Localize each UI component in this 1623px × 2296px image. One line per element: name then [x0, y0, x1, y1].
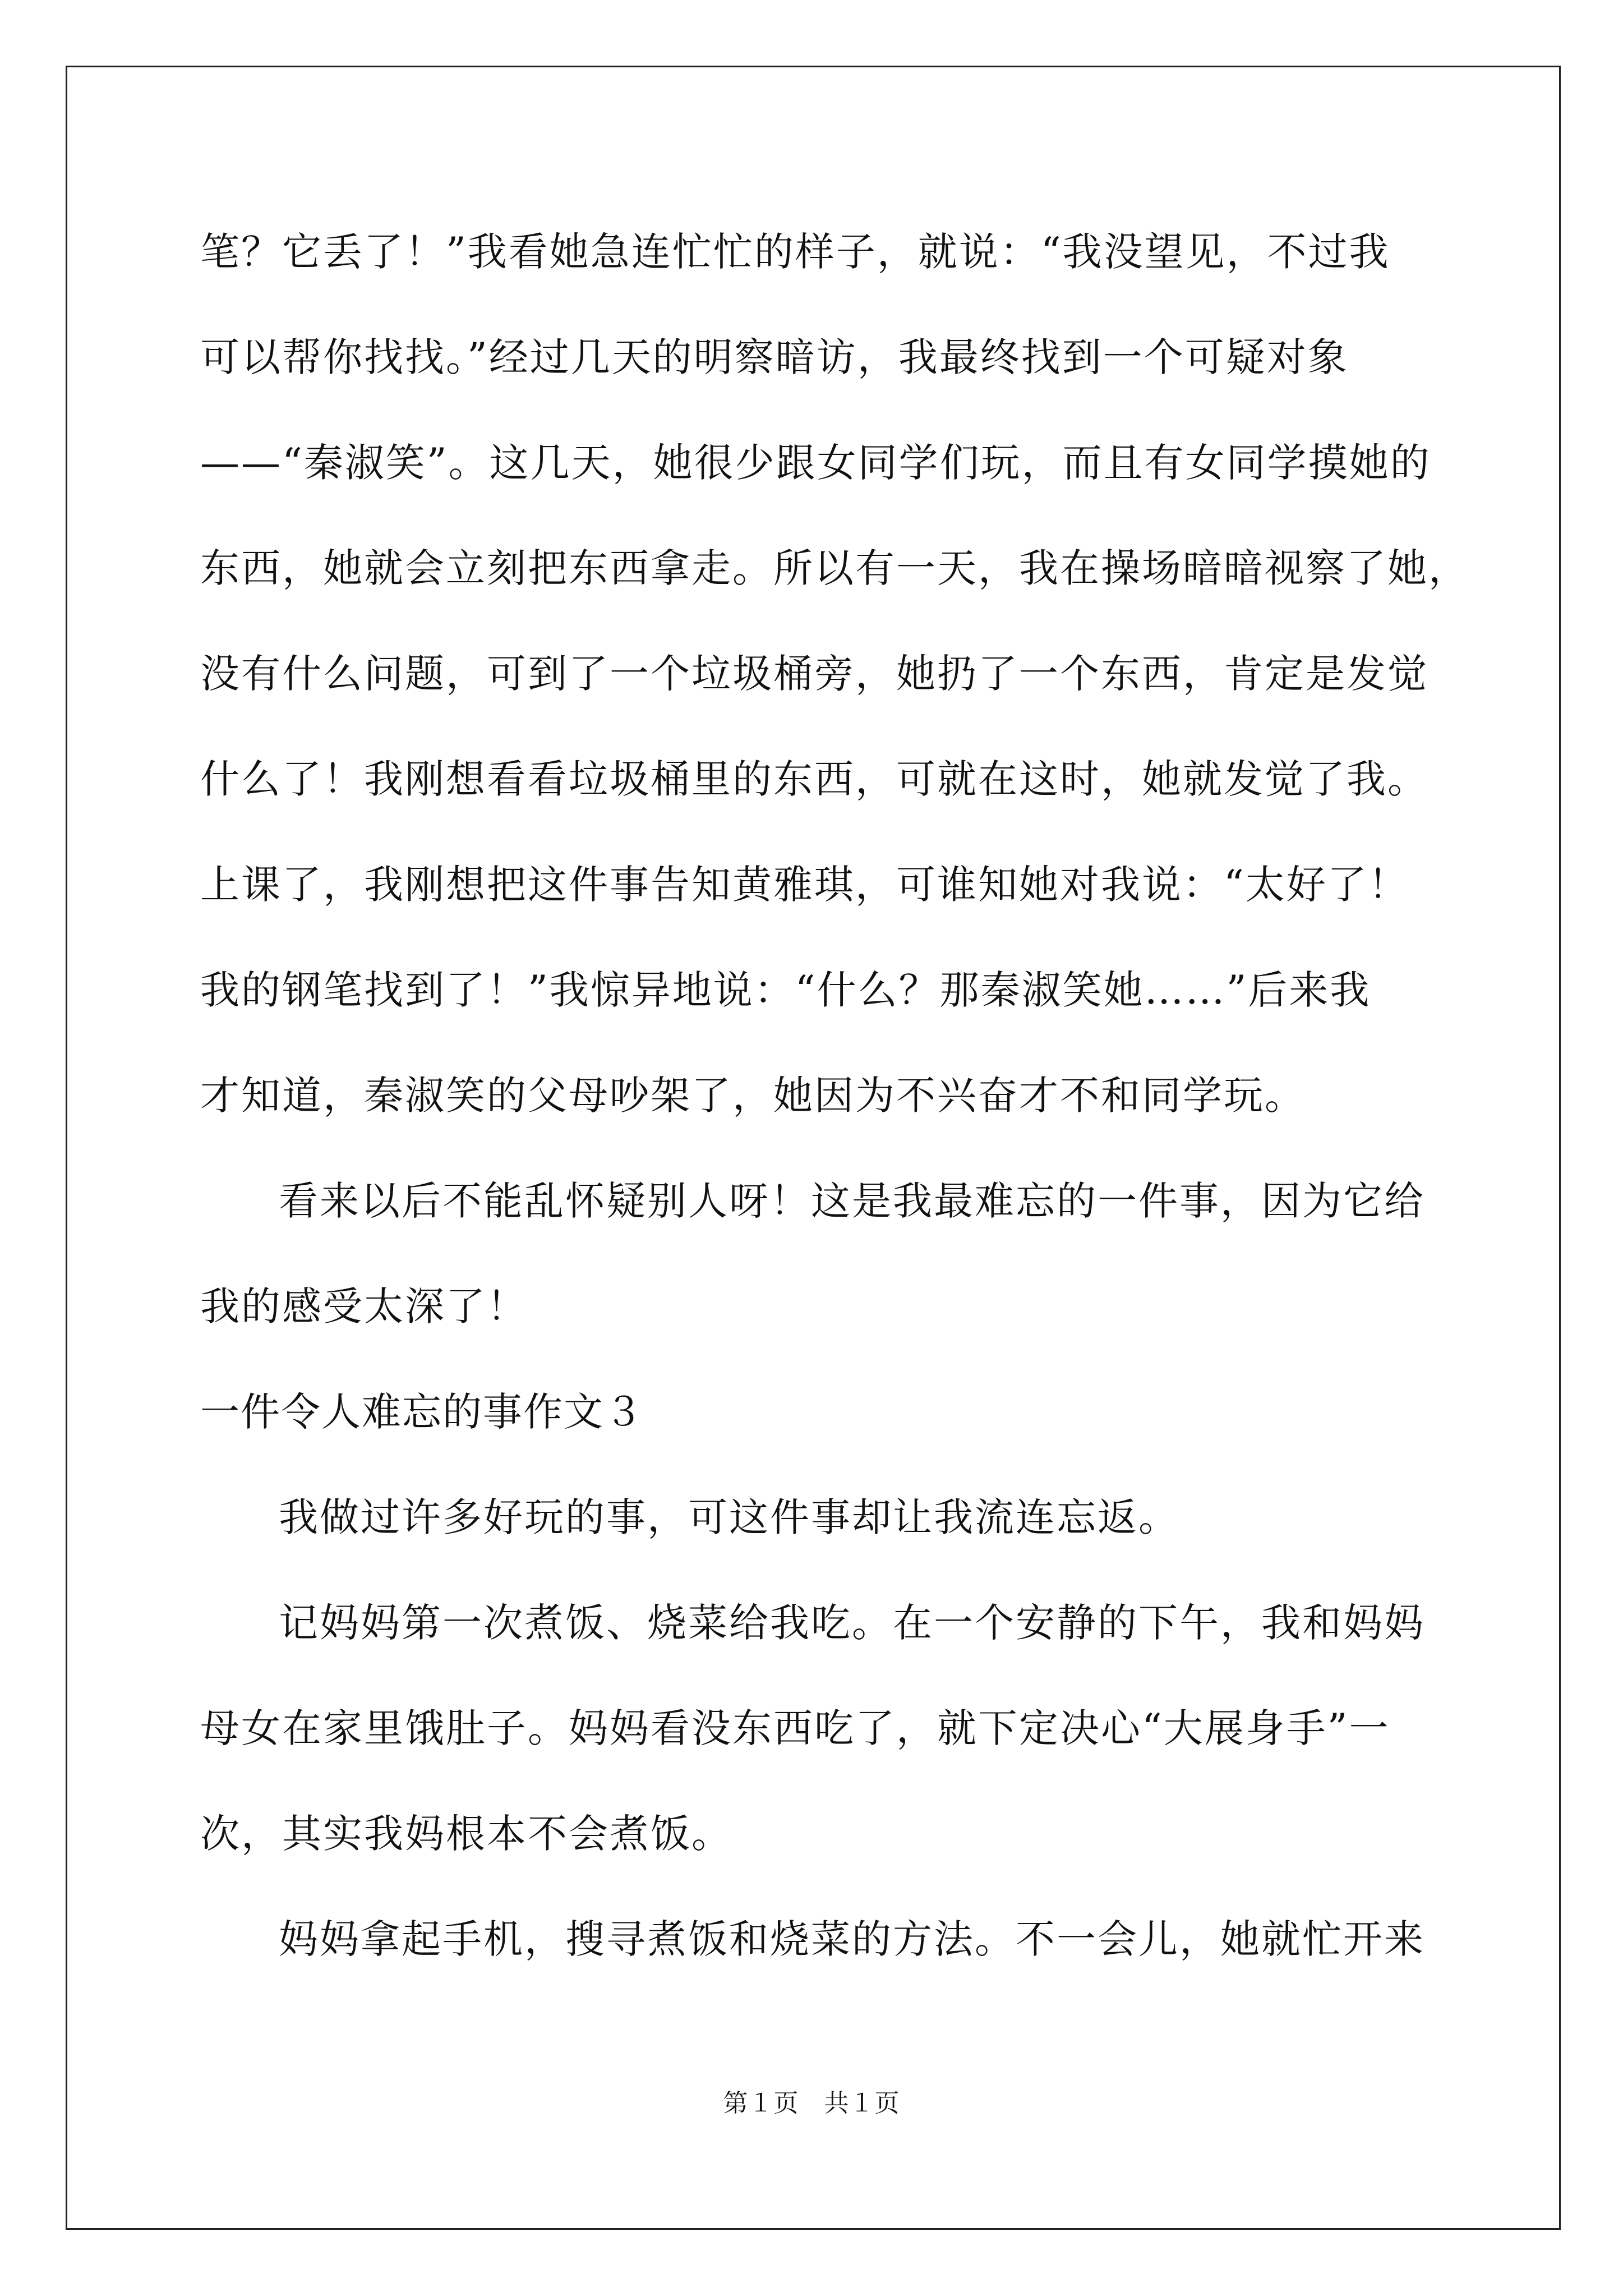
- paragraph-first-line: 看来以后不能乱怀疑别人呀！这是我最难忘的一件事，因为它给: [279, 1178, 1425, 1224]
- text-line: 母女在家里饿肚子。妈妈看没东西吃了，就下定决心“大展身手”一: [200, 1705, 1390, 1751]
- text-line: ——“秦淑笑”。这几天，她很少跟女同学们玩，而且有女同学摸她的: [200, 440, 1431, 486]
- text-line: 可以帮你找找。”经过几天的明察暗访，我最终找到一个可疑对象: [200, 334, 1349, 380]
- text-line: 才知道，秦淑笑的父母吵架了，她因为不兴奋才不和同学玩。: [200, 1073, 1306, 1119]
- text-line: 次，其实我妈根本不会煮饭。: [200, 1811, 732, 1857]
- text-line: 什么了！我刚想看看垃圾桶里的东西，可就在这时，她就发觉了我。: [200, 756, 1428, 802]
- text-line: 我的感受太深了！: [200, 1283, 528, 1329]
- section-heading: 一件令人难忘的事作文３: [200, 1389, 644, 1435]
- page-number-footer: 第１页 共１页: [723, 2089, 900, 2118]
- text-line: 上课了，我刚想把这件事告知黄雅琪，可谁知她对我说：“太好了！: [200, 862, 1409, 908]
- document-body: [200, 199, 1469, 1992]
- paragraph-first-line: 妈妈拿起手机，搜寻煮饭和烧菜的方法。不一会儿，她就忙开来: [279, 1916, 1425, 1962]
- text-line: 笔？它丢了！”我看她急连忙忙的样子，就说：“我没望见，不过我: [200, 229, 1390, 275]
- paragraph-first-line: 我做过许多好玩的事，可这件事却让我流连忘返。: [279, 1494, 1179, 1540]
- text-line: 没有什么问题，可到了一个垃圾桶旁，她扔了一个东西，肯定是发觉: [200, 651, 1428, 697]
- text-line: 我的钢笔找到了！”我惊异地说：“什么？那秦淑笑她……”后来我: [200, 967, 1371, 1013]
- paragraph-first-line: 记妈妈第一次煮饭、烧菜给我吃。在一个安静的下午，我和妈妈: [279, 1600, 1425, 1646]
- text-line: 东西，她就会立刻把东西拿走。所以有一天，我在操场暗暗视察了她，: [200, 545, 1469, 591]
